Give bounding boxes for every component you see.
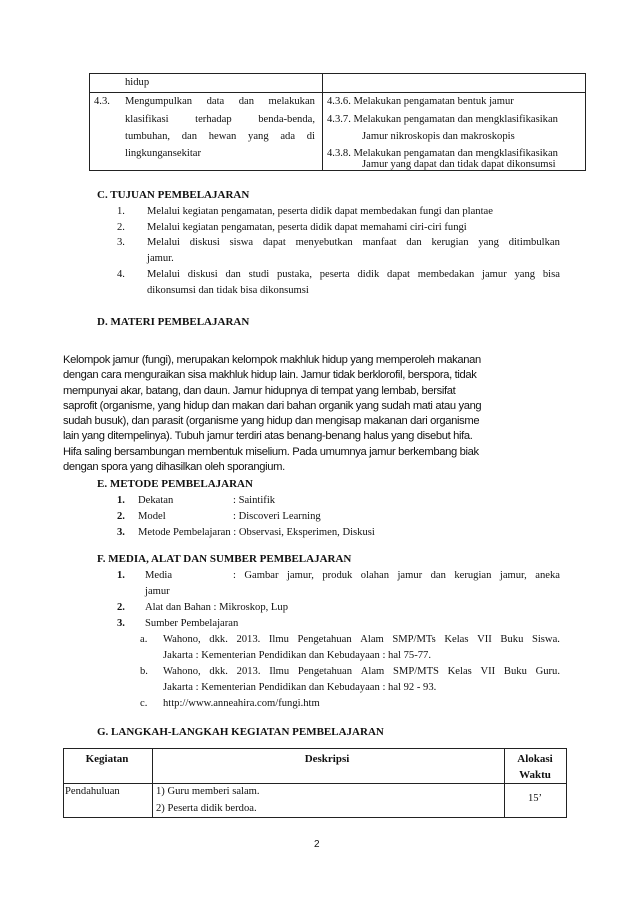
list-value: : Saintifik (233, 495, 276, 506)
source-link[interactable]: http://www.anneahira.com/fungi.htm (163, 698, 320, 709)
competency-left-num: 4.3. (94, 96, 110, 107)
section-heading: F. MEDIA, ALAT DAN SUMBER PEMBELAJARAN (97, 553, 352, 565)
column-header-kegiatan: Kegiatan (85, 753, 129, 765)
page-number: 2 (314, 839, 320, 850)
list-item: Metode Pembelajaran : Observasi, Eksperimen, Diskusi (138, 527, 375, 538)
competency-right-item: 4.3.8. Melakukan pengamatan dan mengklasifikasikan (327, 148, 558, 159)
list-item-cont: dikonsumsi dan tidak bisa dikonsumsi (147, 285, 309, 296)
list-label: Dekatan (138, 495, 174, 506)
list-label: Media (145, 570, 173, 581)
list-num: 2. (117, 602, 125, 613)
column-header-waktu: Waktu (519, 769, 551, 781)
column-header-deskripsi: Deskripsi (304, 753, 350, 765)
paragraph-line: Hifa saling bersambungan membentuk miselium. Pada umumnya jamur berkembang biak (63, 445, 479, 458)
competency-left-line: klasifikasi terhadap benda-benda, (125, 114, 315, 125)
list-num: 1. (117, 495, 125, 506)
competency-left-top: hidup (125, 77, 150, 88)
paragraph-line: dengan cara menguraikan sisa makhluk hidup lain. Jamur tidak berklorofil, berspora, tidak (63, 369, 477, 382)
table-divider (90, 92, 585, 93)
materi-paragraph (63, 353, 563, 475)
competency-right-item: 4.3.6. Melakukan pengamatan bentuk jamur (327, 96, 514, 107)
list-item: Melalui kegiatan pengamatan, peserta didik dapat memahami ciri-ciri fungi (147, 222, 467, 233)
paragraph-line: mempunyai akar, batang, dan daun. Jamur hidupnya di tempat yang lembab, bersifat (63, 384, 456, 397)
section-heading: G. LANGKAH-LANGKAH KEGIATAN PEMBELAJARAN (97, 726, 384, 738)
competency-left-line: Mengumpulkan data dan melakukan (125, 96, 315, 107)
table-cell-kegiatan: Pendahuluan (65, 786, 120, 797)
list-value: : Gambar jamur, produk olahan jamur dan kerugian jamur, aneka (233, 570, 560, 581)
competency-right-item: 4.3.7. Melakukan pengamatan dan mengklasifikasikan (327, 114, 558, 125)
paragraph-line: sudah busuk), dan parasit (organisme yang hidup dan mengisap makanan dari organisme (63, 415, 480, 428)
competency-left-line: tumbuhan, dan hewan yang ada di (125, 131, 315, 142)
list-item: Melalui diskusi siswa dapat menyebutkan manfaat dan kerugian yang ditimbulkan (147, 237, 560, 248)
list-num: 3. (117, 527, 125, 538)
list-num: 4. (117, 269, 125, 280)
list-item-cont: jamur. (147, 253, 174, 264)
source-line: Jakarta : Kementerian Pendidikan dan Kebudayaan : hal 75-77. (163, 650, 431, 661)
table-divider (64, 783, 566, 784)
list-item-cont: jamur (145, 586, 170, 597)
section-heading: E. METODE PEMBELAJARAN (97, 478, 253, 490)
list-item: Melalui diskusi dan studi pustaka, peserta didik dapat membedakan jamur yang bisa (147, 269, 560, 280)
list-num: 1. (117, 206, 125, 217)
source-line: Wahono, dkk. 2013. Ilmu Pengetahuan Alam SMP/MTs Kelas VII Buku Siswa. (163, 634, 560, 645)
section-heading: C. TUJUAN PEMBELAJARAN (97, 189, 250, 201)
list-num: 3. (117, 618, 125, 629)
list-num: 2. (117, 511, 125, 522)
table-cell-time: 15’ (527, 793, 543, 804)
list-item: Alat dan Bahan : Mikroskop, Lup (145, 602, 288, 613)
list-label: Model (138, 511, 166, 522)
paragraph-line: lain yang ditempelinya). Tubuh jamur terdiri atas benang-benang halus yang disebut hifa. (63, 430, 473, 443)
table-cell-step: 2) Peserta didik berdoa. (156, 803, 257, 814)
competency-left-line: lingkungan sekitar (125, 148, 201, 159)
competency-right-item: Jamur yang dapat dan tidak dapat dikonsumsi (362, 159, 556, 170)
table-cell-step: 1) Guru memberi salam. (156, 786, 260, 797)
list-item: Melalui kegiatan pengamatan, peserta didik dapat membedakan fungi dan plantae (147, 206, 493, 217)
competency-right-item: Jamur nikroskopis dan makroskopis (362, 131, 515, 142)
list-item: Sumber Pembelajaran (145, 618, 239, 629)
source-letter: c. (140, 698, 148, 709)
section-heading: D. MATERI PEMBELAJARAN (97, 316, 250, 328)
source-line: Wahono, dkk. 2013. Ilmu Pengetahuan Alam SMP/MTS Kelas VII Buku Guru. (163, 666, 560, 677)
source-line: Jakarta : Kementerian Pendidikan dan Kebudayaan : hal 92 - 93. (163, 682, 437, 693)
paragraph-line: Kelompok jamur (fungi), merupakan kelompok makhluk hidup yang memperoleh makanan (63, 354, 481, 366)
source-letter: b. (140, 666, 148, 677)
list-value: : Discoveri Learning (233, 511, 321, 522)
list-num: 2. (117, 222, 125, 233)
list-num: 3. (117, 237, 125, 248)
list-num: 1. (117, 570, 125, 581)
column-header-alokasi: Alokasi (517, 753, 553, 765)
paragraph-line: dengan spora yang dihasilkan oleh sporangium. (63, 461, 285, 474)
source-letter: a. (140, 634, 148, 645)
table-divider (322, 74, 323, 170)
paragraph-line: saprofit (organisme, yang hidup dan makan dari bahan organik yang sudah mati atau yang (63, 399, 482, 412)
